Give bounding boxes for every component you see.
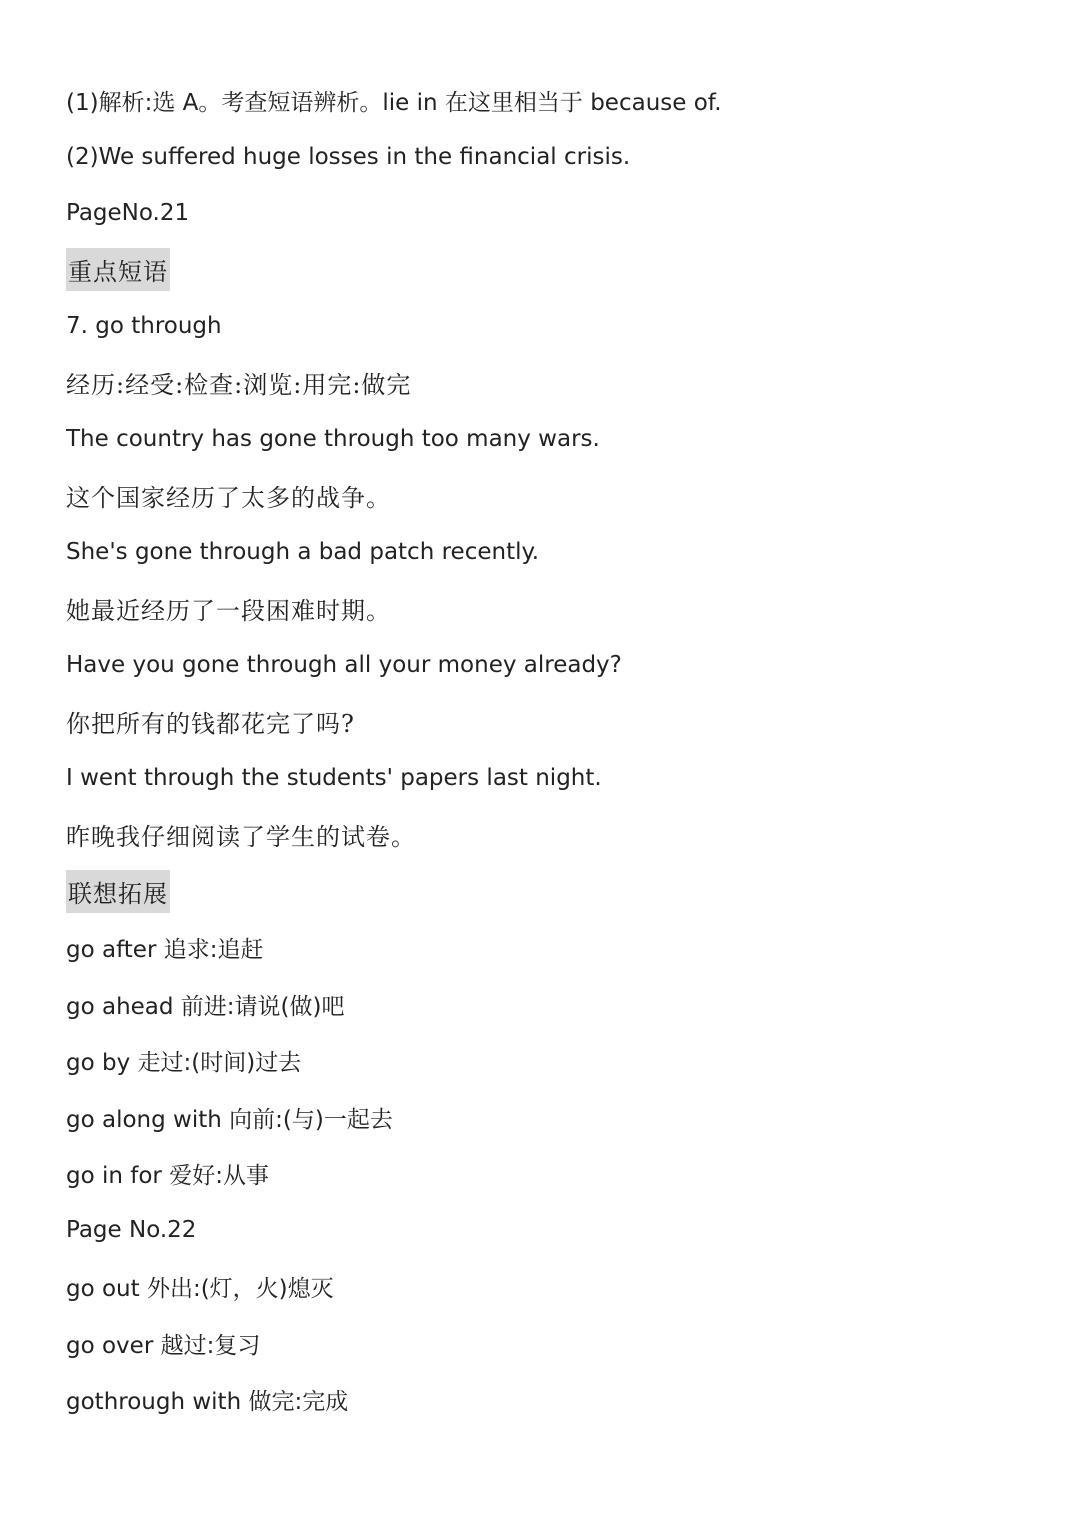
phrase-heading-text: 7. go through xyxy=(66,313,222,340)
section-heading-extension-text: 联想拓展 xyxy=(66,870,170,913)
example-en-1-text: The country has gone through too many wars. xyxy=(66,426,600,453)
related-phrase-go-in-for xyxy=(66,1146,1026,1203)
related-phrase-go-in-for-text: go in for 爱好:从事 xyxy=(66,1163,269,1190)
phrase-meanings-text: 经历:经受:检查:浏览:用完:做完 xyxy=(66,371,412,400)
example-zh-4-text: 昨晚我仔细阅读了学生的试卷。 xyxy=(66,823,416,852)
example-en-4 xyxy=(66,750,1026,807)
example-en-2 xyxy=(66,524,1026,581)
related-phrase-go-ahead xyxy=(66,976,1026,1033)
example-zh-2 xyxy=(66,581,1026,638)
related-phrase-go-ahead-text: go ahead 前进:请说(做)吧 xyxy=(66,993,345,1020)
related-phrase-go-after xyxy=(66,920,1026,977)
related-phrase-go-along-with-text: go along with 向前:(与)一起去 xyxy=(66,1106,393,1133)
related-phrase-go-by-text: go by 走过:(时间)过去 xyxy=(66,1050,302,1077)
page-number-22 xyxy=(66,1202,1026,1259)
section-heading-key-phrases xyxy=(66,242,1026,299)
example-zh-1-text: 这个国家经历了太多的战争。 xyxy=(66,484,391,513)
related-phrase-go-through-with xyxy=(66,1372,1026,1429)
section-heading-key-phrases-text: 重点短语 xyxy=(66,248,170,291)
related-phrase-go-out-text: go out 外出:(灯，火)熄灭 xyxy=(66,1276,334,1303)
document-body xyxy=(66,72,1026,1428)
example-en-2-text: She's gone through a bad patch recently. xyxy=(66,539,540,566)
example-zh-1 xyxy=(66,468,1026,525)
example-zh-3 xyxy=(66,694,1026,751)
related-phrase-go-over-text: go over 越过:复习 xyxy=(66,1332,261,1359)
section-heading-extension xyxy=(66,863,1026,920)
example-zh-4 xyxy=(66,807,1026,864)
example-en-3-text: Have you gone through all your money already? xyxy=(66,652,622,679)
phrase-meanings xyxy=(66,355,1026,412)
related-phrase-go-over xyxy=(66,1315,1026,1372)
answer-line-1 xyxy=(66,72,1026,129)
page-number-21 xyxy=(66,185,1026,242)
phrase-heading xyxy=(66,298,1026,355)
answer-2-text: (2)We suffered huge losses in the financial crisis. xyxy=(66,143,631,170)
example-en-3 xyxy=(66,637,1026,694)
related-phrase-go-out xyxy=(66,1259,1026,1316)
related-phrase-go-after-text: go after 追求:追赶 xyxy=(66,937,264,964)
page-number-22-text: Page No.22 xyxy=(66,1217,197,1244)
example-en-4-text: I went through the students' papers last night. xyxy=(66,765,602,792)
example-zh-2-text: 她最近经历了一段困难时期。 xyxy=(66,597,391,626)
example-en-1 xyxy=(66,411,1026,468)
example-zh-3-text: 你把所有的钱都花完了吗? xyxy=(66,710,355,739)
page-number-21-text: PageNo.21 xyxy=(66,200,190,227)
related-phrase-go-by xyxy=(66,1033,1026,1090)
answer-line-2 xyxy=(66,129,1026,186)
related-phrase-go-along-with xyxy=(66,1089,1026,1146)
related-phrase-go-through-with-text: gothrough with 做完:完成 xyxy=(66,1389,349,1416)
answer-1-text: (1)解析:选 A。考查短语辨析。lie in 在这里相当于 because of. xyxy=(66,89,722,116)
